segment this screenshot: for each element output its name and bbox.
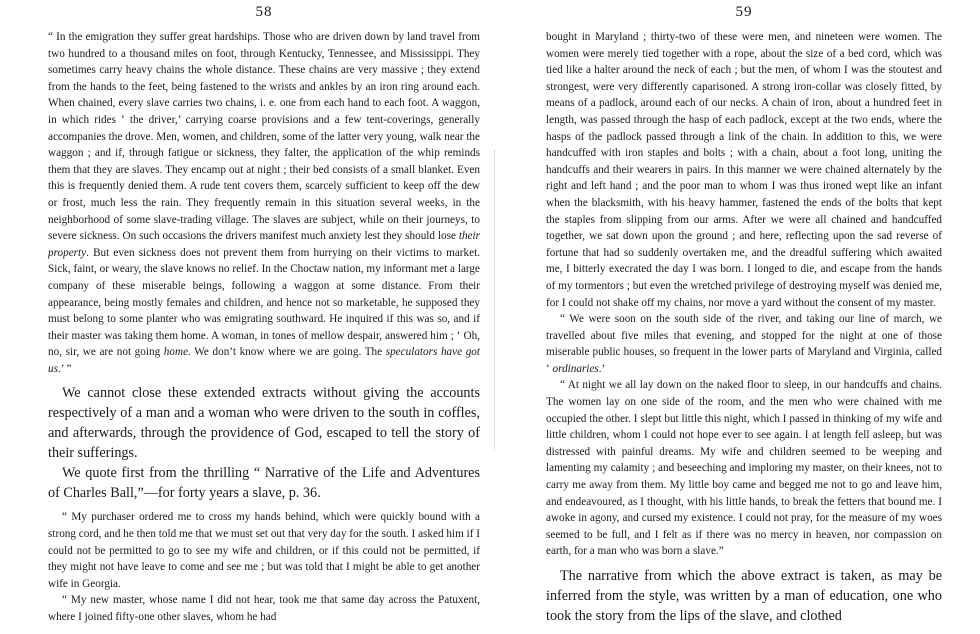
page-number-left: 58 [255,4,273,20]
ball-quote-march [546,311,942,377]
body-paragraph-coffles: We cannot close these extended extracts without giving the accounts respectively of a man and a woman who were driven to the south in coffles, and afterwards, through the providence of God, escaped to tell the story of their sufferings. [48,385,480,462]
quote-text-3: . We don’t know where we are going. The [188,346,386,359]
ball-quote-purchaser: “ My purchaser ordered me to cross my hands behind, which were quickly bound with a strong cord, and he then told me that we must set out that very day for the south. I asked him if I could not be permitted to go to see my wife and children, or if this could not be permitted, if they might not have leave to come and see me ; but was told that I might be able to get another wife in Georgia. [48,511,480,590]
march-text: “ We were soon on the south side of the river, and taking our line of march, we travelled about five miles that evening, and stopped for the night at one of those miserable public houses, so frequent in the lower parts of Maryland and Virginia, called ‘ [546,313,942,375]
page-number-right: 59 [735,4,753,20]
ball-quote-chains: bought in Maryland ; thirty-two of these were men, and nineteen were women. The women were merely tied together with a rope, about the size of a bed cord, which was tied like a halter around the neck of each ; but the men, of whom I was the stoutest and strongest, were very differently caparisoned. A strong iron-collar was closely fitted, by means of a padlock, around each of our necks. A chain of iron, about a hundred feet in length, was passed through the hasp of each padlock, except at the two ends, where the hasps of the padlock passed through a link of the chain. In addition to this, we were handcuffed with iron staples and bolts ; with a chain, about a foot long, uniting the handcuffs and their wearers in pairs. In this manner we were chained alternately by the right and left hand ; and the poor man to whom I was thus ironed wept like an infant when the blacksmith, with his heavy hammer, fastened the ends of the bolts that kept the staples from slipping from our arms. After we were all chained and handcuffed together, we sat down upon the ground ; and here, reflecting upon the sad reverse of fortune that had so suddenly overtaken me, and the dreadful suffering which awaited me, I bitterly execrated the day I was born. I longed to die, and escape from the hands of my tormentors ; but even the wretched privilege of destroying myself was denied me, for I could not shake off my chains, nor move a yard without the consent of my master. [546,31,942,309]
right-page [546,0,942,634]
quote-text-end: .’ ” [57,362,72,375]
quote-emphasis-property: their property [48,230,480,259]
quote-text-1: “ In the emigration they suffer great hardships. Those who are driven down by land travel from two hundred to a thousand miles on foot, through Kentucky, Tennessee, and Mississippi. They sometimes carry heavy chains the whole distance. These chains are very massive ; they extend from the hands to the feet, being fastened to the wrists and ankles by an iron ring around each. When chained, every slave carries two chains, i. e. one from each hand to each foot. A waggon, in which rides ‘ the driver,’ carrying coarse provisions and a few tent-coverings, generally accompanies the drove. Men, women, and children, some of the latter very young, walk near the waggon ; and if, through fatigue or sickness, they falter, the application of the whip reminds them that they are slaves. They encamp out at night ; their bed consists of a small blanket. Even this is frequently denied them. A rude tent covers them, scarcely sufficient to keep off the dew or frost, much less the rain. They frequently remain in this situation several weeks, in the neighborhood of some slave-trading village. The slaves are subject, while on their journeys, to severe sickness. On such occasions the drivers manifest much anxiety lest they should lose [48,31,480,243]
march-emphasis-ordinaries: ordinaries [552,362,599,375]
quote-text-2: . But even sickness does not prevent them from hurrying on their victims to market. Sick, faint, or weary, the slave knows no relief. In the Choctaw nation, my informant met a large company of these miserable beings, following a waggon at some distance. From their appearance, being mostly females and children, and hence not so marketable, he supposed they must belong to some planter who was emigrating southward. He inquired if this was so, and if their master was taking them home. A woman, in tones of mellow despair, answered him ; ‘ Oh, no, sir, we are not going [48,246,480,359]
quote-emphasis-home: home [163,346,189,359]
body-paragraph-narrative: The narrative from which the above extract is taken, as may be inferred from the style, was written by a man of education, one who took the story from the lips of the slave, and clothed [546,568,942,624]
ball-quote-new-master: “ My new master, whose name I did not hear, took me that same day across the Patuxent, where I joined fifty-one other slaves, whom he had [48,594,480,624]
page-gutter [494,150,498,450]
emigration-quote [48,29,480,377]
march-text-end: .’ [598,362,606,375]
left-page [48,0,480,634]
ball-quote-night: “ At night we all lay down on the naked floor to sleep, in our handcuffs and chains. The women lay on one side of the room, and the men who were chained with me occupied the other. I slept but little this night, which I passed in thinking of my wife and little children, whom I could not hope ever to see again. I at length fell asleep, but was distressed with painful dreams. My wife and children seemed to be weeping and lamenting my calamity ; and beseeching and imploring my master, on their knees, not to carry me away from them. My little boy came and begged me not to go and leave him, and endeavoured, as I thought, with his little hands, to break the fetters that bound me. I awoke in agony, and cursed my existence. I could not pray, for the measure of my woes seemed to be full, and I felt as if there was no mercy in heaven, nor compassion on earth, for a man who was born a slave.” [546,379,942,558]
quote-emphasis-speculators: speculators have got us [48,346,480,375]
body-paragraph-charles-ball: We quote first from the thrilling “ Narrative of the Life and Adventures of Charles Ball,”—for forty years a slave, p. 36. [48,465,480,502]
